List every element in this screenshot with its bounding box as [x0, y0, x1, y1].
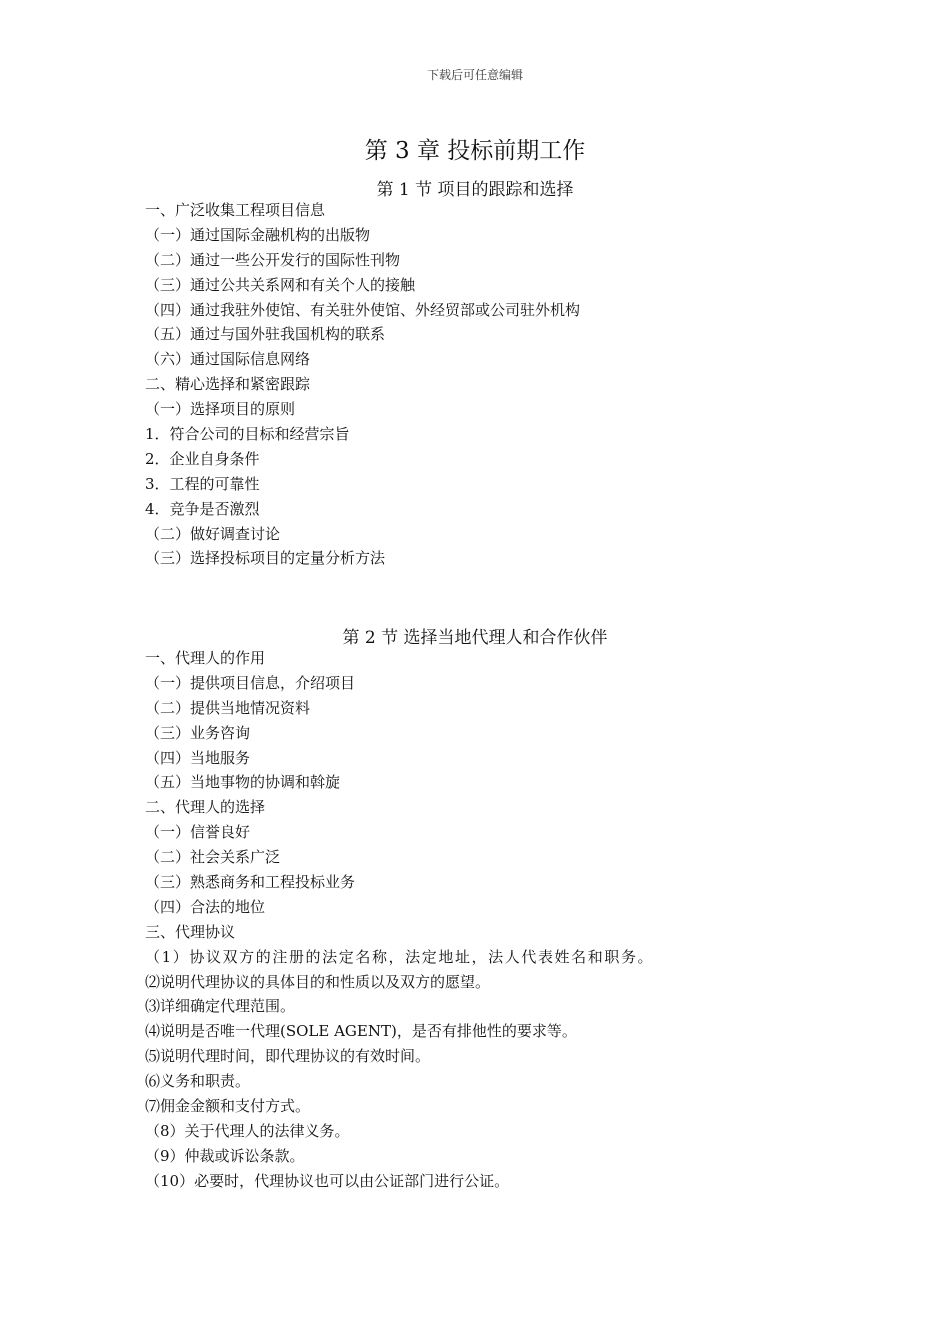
outline-item: 一、广泛收集工程项目信息: [145, 201, 326, 219]
outline-item: ⑵说明代理协议的具体目的和性质以及双方的愿望。: [145, 972, 491, 991]
outline-item: （一）信誉良好: [145, 823, 251, 842]
outline-item: （一）通过国际金融机构的出版物: [145, 225, 371, 244]
outline-item: 3．工程的可靠性: [145, 474, 260, 493]
outline-item: （三）熟悉商务和工程投标业务: [145, 873, 356, 892]
outline-item: ⑹义务和职责。: [145, 1072, 251, 1091]
outline-item: （1）协议双方的注册的法定名称，法定地址，法人代表姓名和职务。: [145, 947, 655, 966]
outline-item: （二）通过一些公开发行的国际性刊物: [145, 250, 401, 269]
outline-item: ⑺佣金金额和支付方式。: [145, 1097, 311, 1116]
outline-item: 三、代理协议: [145, 922, 236, 941]
outline-item: ⑸说明代理时间，即代理协议的有效时间。: [145, 1047, 431, 1066]
outline-item: （三）选择投标项目的定量分析方法: [145, 549, 386, 568]
outline-item: （一）选择项目的原则: [145, 400, 296, 419]
outline-item: （二）提供当地情况资料: [145, 698, 311, 717]
outline-item: （9）仲裁或诉讼条款。: [145, 1146, 305, 1165]
outline-item: ⑶详细确定代理范围。: [145, 997, 296, 1016]
section-1-outline: [145, 198, 580, 571]
outline-item: （六）通过国际信息网络: [145, 350, 311, 369]
outline-item: 1．符合公司的目标和经营宗旨: [145, 425, 350, 444]
outline-item: （10）必要时，代理协议也可以由公证部门进行公证。: [145, 1171, 510, 1190]
outline-item: （8）关于代理人的法律义务。: [145, 1121, 350, 1140]
outline-item: （三）业务咨询: [145, 723, 251, 742]
outline-item: （四）当地服务: [145, 748, 251, 767]
outline-item: （二）社会关系广泛: [145, 848, 281, 867]
outline-item: （四）合法的地位: [145, 897, 266, 916]
outline-item: ⑷说明是否唯一代理(SOLE AGENT)，是否有排他性的要求等。: [145, 1022, 577, 1041]
outline-item: （五）当地事物的协调和斡旋: [145, 773, 341, 792]
section-2-title: 第 2 节 选择当地代理人和合作伙伴: [342, 628, 608, 648]
outline-item: 一、代理人的作用: [145, 649, 266, 667]
section-1-title: 第 1 节 项目的跟踪和选择: [376, 180, 574, 200]
chapter-title: 第 3 章 投标前期工作: [364, 138, 586, 164]
outline-item: （四）通过我驻外使馆、有关驻外使馆、外经贸部或公司驻外机构: [145, 300, 581, 319]
outline-item: 4．竞争是否激烈: [145, 499, 260, 518]
page-header-note: 下载后可任意编辑: [426, 68, 523, 82]
section-2-outline: [145, 646, 654, 1194]
outline-item: 2．企业自身条件: [145, 449, 260, 468]
outline-item: （一）提供项目信息，介绍项目: [145, 673, 356, 692]
outline-item: 二、代理人的选择: [145, 798, 266, 817]
outline-item: 二、精心选择和紧密跟踪: [145, 375, 311, 394]
outline-item: （三）通过公共关系网和有关个人的接触: [145, 275, 416, 294]
outline-item: （五）通过与国外驻我国机构的联系: [145, 325, 386, 344]
outline-item: （二）做好调查讨论: [145, 524, 281, 543]
